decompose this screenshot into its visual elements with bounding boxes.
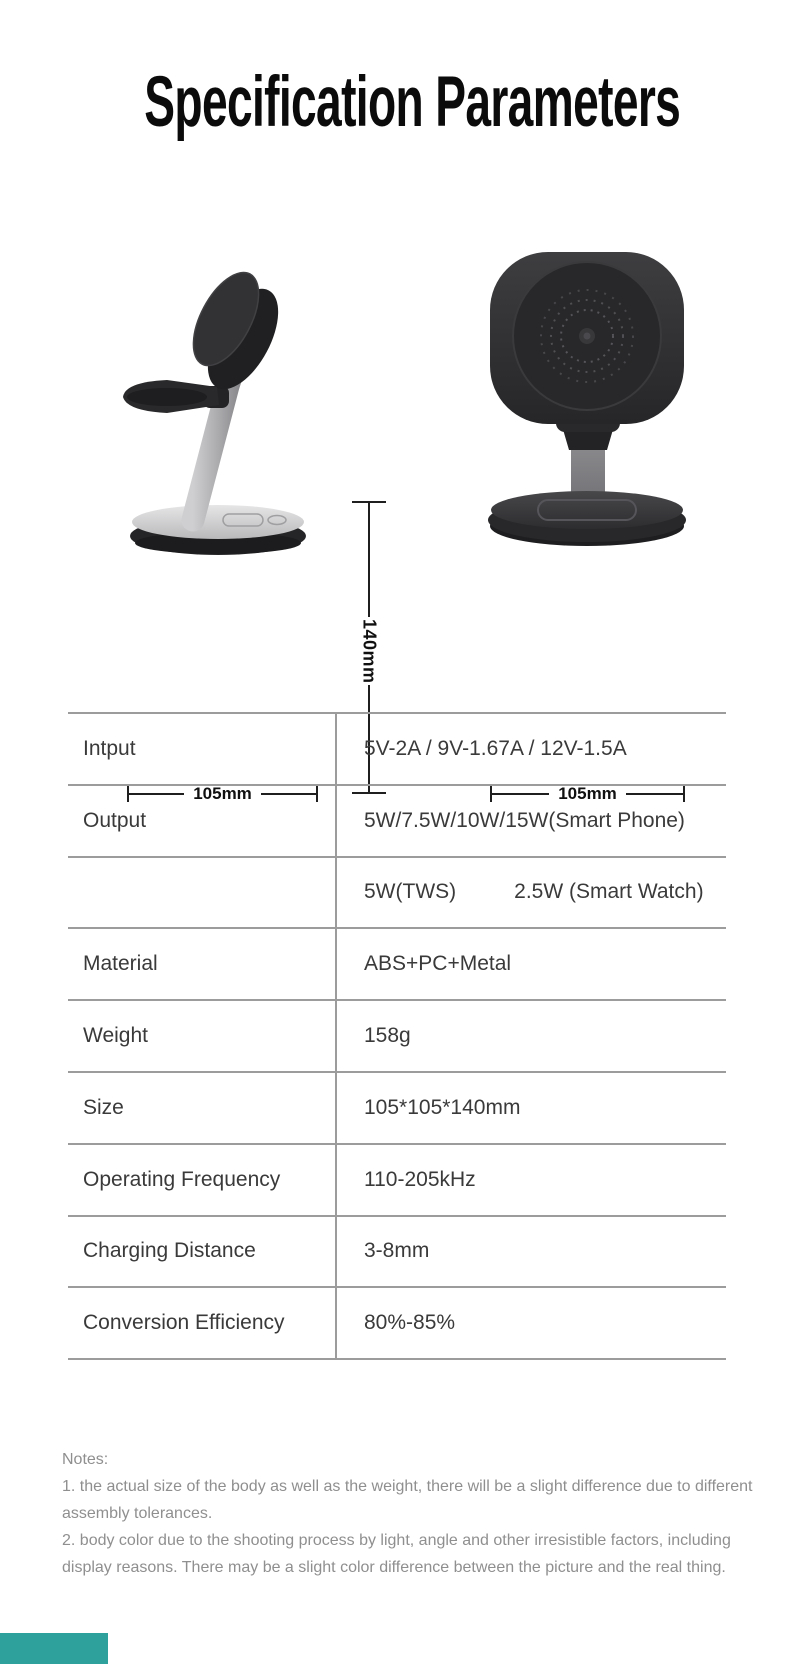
row-label: Weight	[83, 1024, 148, 1048]
row-value-text-2: 2.5W (Smart Watch)	[514, 880, 704, 904]
notes-section	[62, 1446, 754, 1581]
spec-table	[68, 712, 726, 1360]
row-value	[335, 1024, 726, 1048]
table-row	[68, 1145, 726, 1217]
table-row	[68, 1288, 726, 1360]
row-value-text: 5W(TWS)	[364, 880, 457, 904]
row-label: Output	[83, 808, 147, 832]
dimension-line	[368, 503, 370, 617]
product-front-view-image	[468, 248, 713, 556]
height-dimension-label: 140mm	[359, 619, 380, 684]
row-label: Conversion Efficiency	[83, 1311, 285, 1335]
accent-bar	[0, 1633, 108, 1664]
row-value-text: 158g	[364, 1024, 411, 1048]
table-row	[68, 714, 726, 786]
row-label: Operating Frequency	[83, 1167, 281, 1191]
notes-heading: Notes:	[62, 1451, 109, 1468]
row-value-text: 5W/7.5W/10W/15W(Smart Phone)	[364, 808, 685, 832]
table-row	[68, 1073, 726, 1145]
row-label: Size	[83, 1095, 124, 1119]
row-label: Material	[83, 952, 158, 976]
row-value-text: 110-205kHz	[364, 1167, 476, 1191]
row-value-text: 80%-85%	[364, 1311, 456, 1335]
row-value-text: ABS+PC+Metal	[364, 952, 512, 976]
table-row	[68, 786, 726, 858]
row-value	[335, 952, 726, 976]
width-dimension-left-label: 105mm	[193, 784, 252, 803]
row-value	[335, 1168, 726, 1192]
row-value	[335, 809, 726, 833]
table-row	[68, 929, 726, 1001]
row-value	[335, 1311, 726, 1335]
row-value	[335, 737, 726, 761]
row-value	[335, 1239, 726, 1263]
page-title	[0, 62, 790, 143]
row-value-text: 3-8mm	[364, 1239, 430, 1263]
product-side-view-image	[105, 246, 345, 556]
row-value	[335, 1096, 726, 1120]
note-item: 2. body color due to the shooting process by light, angle and other irresistible factors, including display reasons. There may be a slight color difference between the picture and the real thing.	[62, 1532, 731, 1576]
row-value	[335, 880, 726, 904]
table-row	[68, 1001, 726, 1073]
row-label: Intput	[83, 736, 136, 760]
row-label: Charging Distance	[83, 1239, 256, 1263]
width-dimension-right-label: 105mm	[558, 784, 617, 803]
row-value-text: 5V-2A / 9V-1.67A / 12V-1.5A	[364, 736, 627, 760]
table-row	[68, 858, 726, 930]
note-item: 1. the actual size of the body as well as the weight, there will be a slight difference due to different assembly tolerances.	[62, 1478, 753, 1522]
page-title-text: Specification Parameters	[144, 63, 681, 142]
row-value-text: 105*105*140mm	[364, 1095, 521, 1119]
table-row	[68, 1217, 726, 1289]
